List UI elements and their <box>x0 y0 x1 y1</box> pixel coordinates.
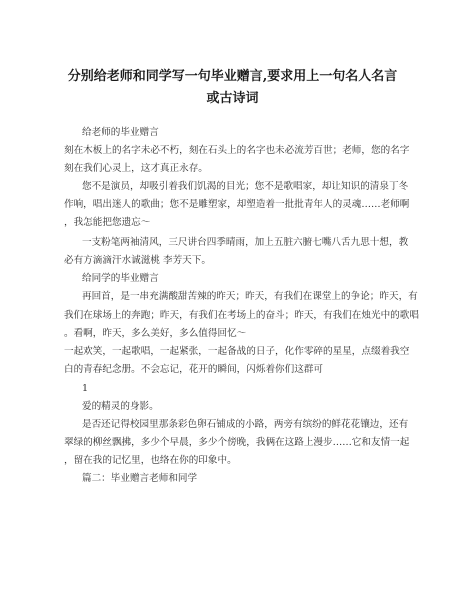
paragraph-line: 是否还记得校园里那条彩色卵石铺成的小路，两旁有缤纷的鲜花花镶边，还有 <box>82 419 409 430</box>
paragraph-line: 您不是演员，却吸引着我们饥渴的目光；您不是歌唱家，却让知识的清泉丁冬 <box>82 181 409 192</box>
paragraph-line: 刻在木板上的名字未必不朽，刻在石头上的名字也未必流芳百世；老师，您的名字 <box>64 145 410 156</box>
paragraph-line: ，我怎能把您遗忘～ <box>64 217 151 228</box>
section-heading-teacher: 给老师的毕业赠言 <box>82 127 159 138</box>
paragraph-line: 白的青春纪念册。不会忘记，花开的瞬间，闪烁着你们这群可 <box>64 364 324 375</box>
paragraph-line: 一起欢笑，一起歌唱，一起紧张，一起备战的日子，化作零碎的星星，点缀着我空 <box>64 346 410 357</box>
paragraph-line: ，留在我的记忆里，也络在你的印象中。 <box>64 455 237 466</box>
paragraph-line: 作响，唱出迷人的歌曲；您不是雕塑家，却塑造着一批批青年人的灵魂……老师啊 <box>64 199 410 210</box>
paragraph-line: 我们在球场上的奔跑；昨天，有我们在考场上的奋斗；昨天，有我们在烛光中的歌唱 <box>64 310 419 321</box>
document-title-line-1: 分别给老师和同学写一句毕业赠言,要求用上一句名人名言 <box>67 69 398 84</box>
paragraph-line: 刻在我们心灵上，这才真正永存。 <box>64 163 208 174</box>
paragraph-line: 爱的精灵的身影。 <box>82 401 159 412</box>
document-title-line-2: 或古诗词 <box>206 91 259 106</box>
section-heading-classmate: 给同学的毕业赠言 <box>82 273 159 284</box>
paragraph-line: 再回首，是一串充满酸甜苦辣的昨天；昨天，有我们在课堂上的争论；昨天，有 <box>82 291 418 302</box>
paragraph-line: 必有方滴滴汗水诚滋桃 李芳天下。 <box>64 255 211 266</box>
page-number: 1 <box>82 383 89 394</box>
paragraph-line: 翠绿的柳丝飘拂，多少个早晨，多少个傍晚，我俩在这路上漫步……它和友情一起 <box>64 437 410 448</box>
paragraph-line: 一支粉笔两袖清风，三尺讲台四季晴雨，加上五脏六腑七嘴八舌九思十想，教 <box>82 237 409 248</box>
paragraph-line: 。看啊，昨天，多么美好，多么值得回忆～ <box>64 328 247 339</box>
section-heading-part-two: 篇二：毕业赠言老师和同学 <box>82 473 198 484</box>
